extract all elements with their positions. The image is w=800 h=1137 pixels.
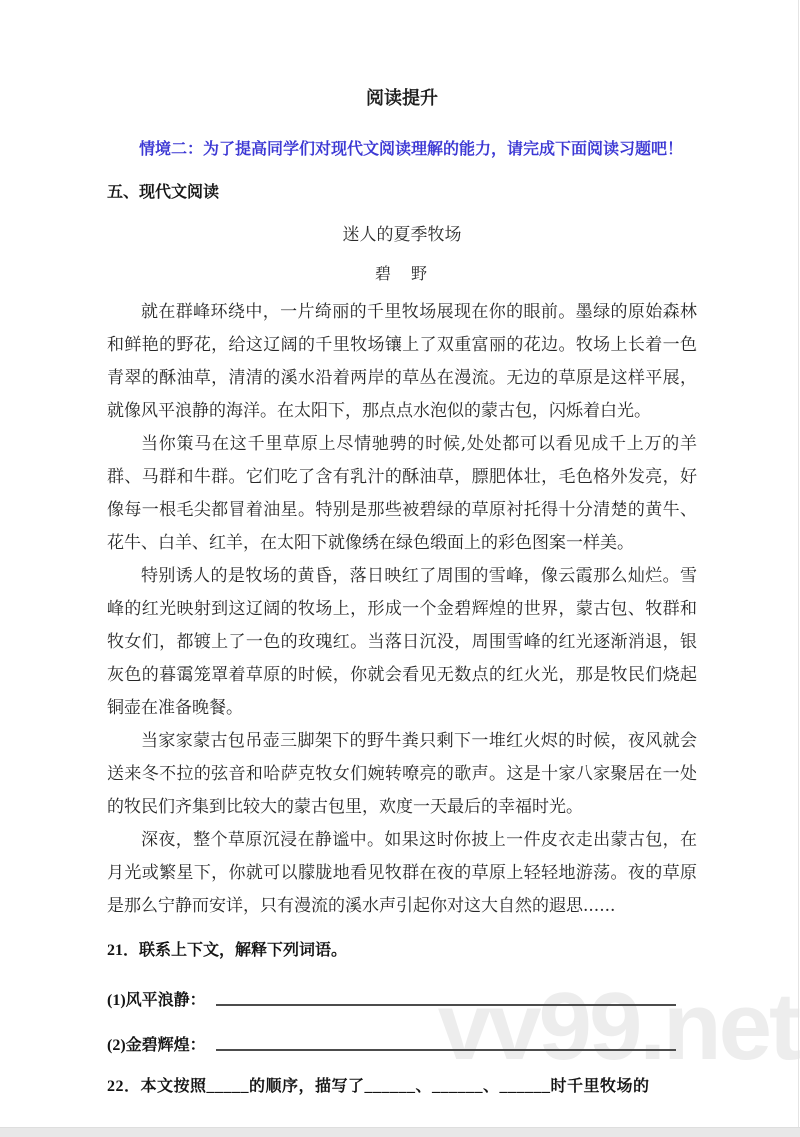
question-21-item-1 — [107, 965, 697, 1010]
article-body — [107, 296, 697, 923]
blank-label: (1)风平浪静： — [107, 992, 206, 1009]
page-title: 阅读提升 — [366, 88, 438, 108]
article-paragraph: 当你策马在这千里草原上尽情驰骋的时候,处处都可以看见成千上万的羊群、马群和牛群。它们吃了含有乳汁的酥油草，膘肥体壮，毛色格外发亮，好像每一根毛尖都冒着油星。特别是那些被碧绿的草原衬托得十分清楚的黄牛、花牛、白羊、红羊，在太阳下就像绣在绿色缎面上的彩色图案一样美。 — [107, 434, 697, 553]
answer-blank-line — [216, 1048, 676, 1051]
article-paragraph: 当家家蒙古包吊壶三脚架下的野牛粪只剩下一堆红火烬的时候，夜风就会送来冬不拉的弦音和哈萨克牧女们婉转嘹亮的歌声。这是十家八家聚居在一处的牧民们齐集到比较大的蒙古包里，欢度一天最后的幸福时光。 — [107, 731, 697, 817]
page-content — [107, 84, 697, 1101]
page-right-edge — [798, 0, 799, 1137]
section-heading: 五、现代文阅读 — [107, 184, 220, 201]
article-paragraph: 特别诱人的是牧场的黄昏，落日映红了周围的雪峰，像云霞那么灿烂。雪峰的红光映射到这辽阔的牧场上，形成一个金碧辉煌的世界，蒙古包、牧群和牧女们，都镀上了一色的玫瑰红。当落日沉没，周围雪峰的红光逐渐消退，银灰色的暮霭笼罩着草原的时候，你就会看见无数点的红火光，那是牧民们烧起铜壶在准备晚餐。 — [107, 566, 697, 718]
article-author: 碧 野 — [374, 264, 429, 283]
footer-bar — [0, 1127, 800, 1137]
question-21-item-2 — [107, 1010, 697, 1055]
scenario-prompt: 情境二：为了提高同学们对现代文阅读理解的能力，请完成下面阅读习题吧！ — [139, 141, 684, 158]
blank-label: (2)金碧辉煌： — [107, 1037, 206, 1054]
answer-blank-line — [216, 1003, 676, 1006]
article-paragraph: 就在群峰环绕中，一片绮丽的千里牧场展现在你的眼前。墨绿的原始森林和鲜艳的野花，给这辽阔的千里牧场镶上了双重富丽的花边。牧场上长着一色青翠的酥油草，清清的溪水沿着两岸的草丛在漫流。无边的草原是这样平展，就像风平浪静的海洋。在太阳下，那点点水泡似的蒙古包，闪烁着白光。 — [107, 302, 697, 421]
question-22: 22．本文按照_____的顺序，描写了______、______、______时千里牧场的 — [107, 1078, 650, 1095]
watermark: vv99.net — [437, 973, 798, 1080]
article-title: 迷人的夏季牧场 — [342, 225, 462, 245]
question-21: 21．联系上下文，解释下列词语。 — [107, 942, 348, 959]
article-paragraph: 深夜，整个草原沉浸在静谧中。如果这时你披上一件皮衣走出蒙古包，在月光或繁星下，你就可以朦胧地看见牧群在夜的草原上轻轻地游荡。夜的草原是那么宁静而安详，只有漫流的溪水声引起你对这大自然的遐思...... — [107, 830, 697, 916]
